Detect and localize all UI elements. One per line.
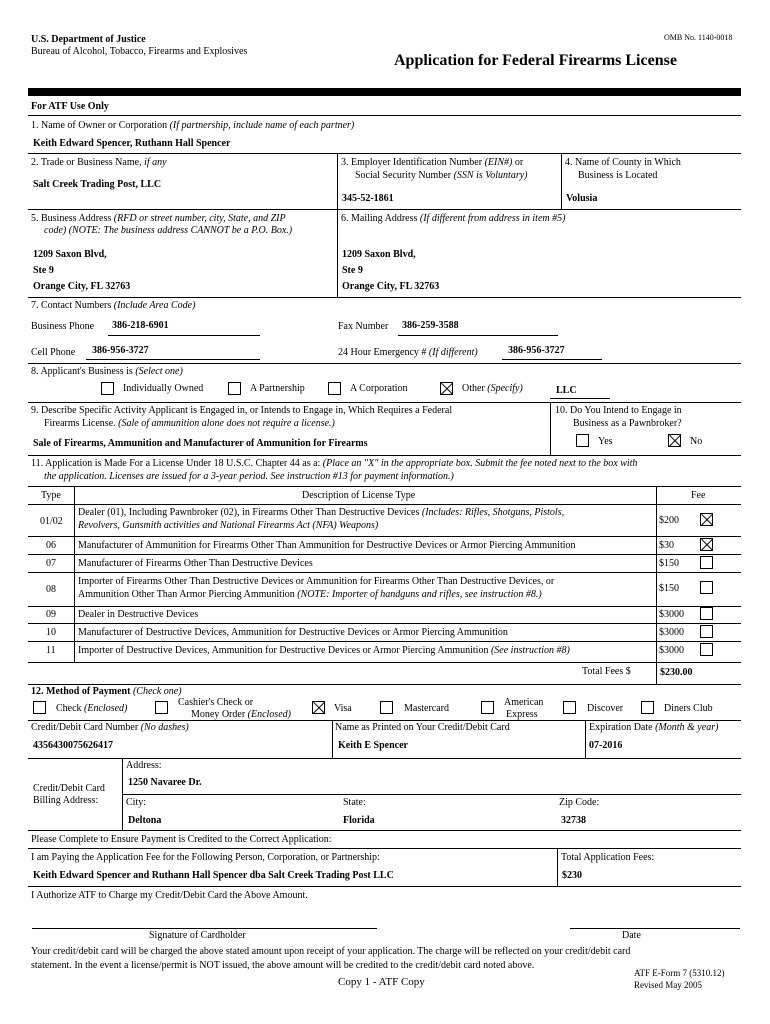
desc-01-02-line1: Dealer (01), Including Pawnbroker (02), in Firearms Other Than Destructive Devices (Includes: Rifles, Shotguns, Pistols,: [78, 507, 565, 518]
pawnbroker-no-label: No: [690, 436, 703, 447]
desc-10: Manufacturer of Destructive Devices, Ammunition for Destructive Devices or Armor Piercing Ammunition: [78, 627, 508, 638]
cell-phone[interactable]: 386-956-3727: [92, 345, 149, 356]
fax-label: Fax Number: [338, 321, 389, 332]
desc-06: Manufacturer of Ammunition for Firearms Other Than Ammunition for Destructive Devices or Armor Piercing Ammunition: [78, 540, 576, 551]
field3-label2: Social Security Number (SSN is Voluntary): [355, 170, 528, 181]
col-description: Description of License Type: [302, 490, 416, 501]
department-name: U.S. Department of Justice: [31, 34, 146, 45]
billing-address[interactable]: 1250 Navaree Dr.: [128, 777, 202, 788]
notice-line1: Your credit/debit card will be charged the above stated amount upon receipt of your application. The charge will be reflected on your credit/debit card: [31, 946, 631, 957]
amex-label1: American: [504, 697, 544, 708]
total-fees-label: Total Fees $: [582, 666, 631, 677]
field9-label2: Firearms License. (Sale of ammunition alone does not require a license.): [44, 418, 335, 429]
check-label: Check (Enclosed): [56, 703, 128, 714]
billing-zip[interactable]: 32738: [561, 815, 586, 826]
corporation-label: A Corporation: [350, 383, 408, 394]
notice-line2: statement. In the event a license/permit is NOT issued, the above amount will be credited to the credit/debit card noted above.: [31, 960, 535, 971]
type-01-02: 01/02: [40, 516, 63, 527]
fee-10: $3000: [659, 627, 684, 638]
desc-08-line2: Ammunition Other Than Armor Piercing Ammunition (NOTE: Importer of handguns and rifles, see instruction #8.): [78, 589, 542, 600]
type-08-checkbox[interactable]: [700, 581, 713, 594]
fee-07: $150: [659, 558, 679, 569]
business-address-2[interactable]: Ste 9: [33, 265, 54, 276]
ein-ssn[interactable]: 345-52-1861: [342, 193, 394, 204]
cashiers-check-checkbox[interactable]: [155, 701, 168, 714]
pawnbroker-yes-checkbox[interactable]: [576, 434, 589, 447]
form-title: Application for Federal Firearms License: [394, 52, 677, 69]
desc-08-line1: Importer of Firearms Other Than Destructive Devices or Ammunition for Firearms Other Than Destructive Devices, or: [78, 576, 555, 587]
field5-hint: code) (NOTE: The business address CANNOT be a P.O. Box.): [44, 225, 293, 236]
card-name-label: Name as Printed on Your Credit/Debit Card: [335, 722, 510, 733]
trade-name[interactable]: Salt Creek Trading Post, LLC: [33, 179, 162, 190]
total-app-fees-label: Total Application Fees:: [561, 852, 655, 863]
omb-number: OMB No. 1140-0018: [664, 33, 733, 42]
mailing-address-2[interactable]: Ste 9: [342, 265, 363, 276]
zip-label: Zip Code:: [559, 797, 600, 808]
card-number-label: Credit/Debit Card Number (No dashes): [31, 722, 189, 733]
copy-label: Copy 1 - ATF Copy: [338, 976, 425, 988]
business-address-1[interactable]: 1209 Saxon Blvd,: [33, 249, 107, 260]
field4-label2: Business is Located: [578, 170, 658, 181]
billing-city[interactable]: Deltona: [128, 815, 162, 826]
field5-label: 5. Business Address (RFD or street number, city, State, and ZIP: [31, 213, 286, 224]
discover-label: Discover: [587, 703, 624, 714]
field6-label: 6. Mailing Address (If different from address in item #5): [341, 213, 566, 224]
expiration-date[interactable]: 07-2016: [589, 740, 623, 751]
atf-use-only: For ATF Use Only: [31, 101, 109, 112]
fee-11: $3000: [659, 645, 684, 656]
pawnbroker-yes-label: Yes: [598, 436, 613, 447]
mailing-address-1[interactable]: 1209 Saxon Blvd,: [342, 249, 416, 260]
expiration-label: Expiration Date (Month & year): [589, 722, 719, 733]
address-label: Address:: [126, 760, 162, 771]
discover-checkbox[interactable]: [563, 701, 576, 714]
desc-11: Importer of Destructive Devices, Ammunition for Destructive Devices or Armor Piercing Ammunition (See instruction #8): [78, 645, 570, 656]
authorize-text: I Authorize ATF to Charge my Credit/Debit Card the Above Amount.: [31, 890, 308, 901]
type-07: 07: [46, 558, 56, 569]
card-name[interactable]: Keith E Spencer: [338, 740, 408, 751]
fee-09: $3000: [659, 609, 684, 620]
fee-06: $30: [659, 540, 674, 551]
field8-label: 8. Applicant's Business is (Select one): [31, 366, 183, 377]
diners-label: Diners Club: [664, 703, 713, 714]
amex-label2: Express: [506, 709, 538, 720]
emergency-label: 24 Hour Emergency # (If different): [338, 347, 478, 358]
fee-01-02: $200: [659, 515, 679, 526]
field9-label: 9. Describe Specific Activity Applicant is Engaged in, or Intends to Engage in, Which Requires a Federal: [31, 405, 453, 416]
total-fees[interactable]: $230.00: [660, 667, 693, 678]
billing-label1: Credit/Debit Card: [33, 783, 105, 794]
county[interactable]: Volusia: [566, 193, 598, 204]
header-bar: [28, 88, 741, 96]
mastercard-label: Mastercard: [404, 703, 449, 714]
diners-checkbox[interactable]: [641, 701, 654, 714]
check-checkbox[interactable]: [33, 701, 46, 714]
revised-date: Revised May 2005: [634, 980, 702, 990]
business-phone-label: Business Phone: [31, 321, 95, 332]
field11-label: 11. Application is Made For a License Under 18 U.S.C. Chapter 44 as a: (Place an "X" in the appropriate box. Submit the fee noted next to the box with: [31, 458, 638, 469]
desc-07: Manufacturer of Firearms Other Than Destructive Devices: [78, 558, 313, 569]
type-01-02-checkbox[interactable]: [700, 513, 713, 526]
field1-label: 1. Name of Owner or Corporation (If partnership, include name of each partner): [31, 120, 355, 131]
billing-label2: Billing Address:: [33, 795, 99, 806]
type-09: 09: [46, 609, 56, 620]
field12-label: 12. Method of Payment (Check one): [31, 686, 182, 697]
cashiers-check-label: Cashier's Check or: [178, 697, 254, 708]
type-06-checkbox[interactable]: [700, 538, 713, 551]
field4-label: 4. Name of County in Which: [565, 157, 681, 168]
type-07-checkbox[interactable]: [700, 556, 713, 569]
payer-name[interactable]: Keith Edward Spencer and Ruthann Hall Spencer dba Salt Creek Trading Post LLC: [33, 870, 394, 881]
mailing-address-3[interactable]: Orange City, FL 32763: [342, 281, 440, 292]
field11-hint: the application. Licenses are issued for a 3-year period. See instruction #13 for payment information.): [44, 471, 454, 482]
col-type: Type: [41, 490, 61, 501]
form-number: ATF E-Form 7 (5310.12): [634, 968, 725, 978]
total-app-fees[interactable]: $230: [562, 870, 582, 881]
field10-label: 10. Do You Intend to Engage in: [555, 405, 682, 416]
individually-owned-label: Individually Owned: [123, 383, 204, 394]
signature-label: Signature of Cardholder: [149, 930, 246, 941]
individually-owned-checkbox[interactable]: [101, 382, 114, 395]
city-label: City:: [126, 797, 147, 808]
activity-description[interactable]: Sale of Firearms, Ammunition and Manufacturer of Ammunition for Firearms: [33, 438, 368, 449]
other-specify[interactable]: LLC: [556, 385, 577, 396]
field7-label: 7. Contact Numbers (Include Area Code): [31, 300, 196, 311]
money-order-label: Money Order (Enclosed): [191, 709, 291, 720]
paying-label: I am Paying the Application Fee for the Following Person, Corporation, or Partnership:: [31, 852, 380, 863]
type-10: 10: [46, 627, 56, 638]
complete-instruction: Please Complete to Ensure Payment is Credited to the Correct Application:: [31, 834, 332, 845]
mastercard-checkbox[interactable]: [380, 701, 393, 714]
pawnbroker-no-checkbox[interactable]: [668, 434, 681, 447]
fee-08: $150: [659, 583, 679, 594]
other-checkbox[interactable]: [440, 382, 453, 395]
visa-label: Visa: [334, 703, 352, 714]
business-phone[interactable]: 386-218-6901: [112, 320, 169, 331]
partnership-label: A Partnership: [250, 383, 305, 394]
partnership-checkbox[interactable]: [228, 382, 241, 395]
desc-09: Dealer in Destructive Devices: [78, 609, 199, 620]
other-label: Other (Specify): [462, 383, 523, 394]
desc-01-02-line2: Revolvers, Gunsmith activities and National Firearms Act (NFA) Weapons): [78, 520, 379, 531]
business-address-3[interactable]: Orange City, FL 32763: [33, 281, 131, 292]
type-10-checkbox[interactable]: [700, 625, 713, 638]
type-09-checkbox[interactable]: [700, 607, 713, 620]
visa-checkbox[interactable]: [312, 701, 325, 714]
field2-label: 2. Trade or Business Name, if any: [31, 157, 167, 168]
cell-phone-label: Cell Phone: [31, 347, 76, 358]
type-11-checkbox[interactable]: [700, 643, 713, 656]
bureau-name: Bureau of Alcohol, Tobacco, Firearms and Explosives: [31, 46, 248, 57]
type-06: 06: [46, 540, 56, 551]
col-fee: Fee: [691, 490, 706, 501]
fax-number[interactable]: 386-259-3588: [402, 320, 459, 331]
type-11: 11: [46, 645, 56, 656]
date-label: Date: [622, 930, 641, 941]
field3-label: 3. Employer Identification Number (EIN#) or: [341, 157, 524, 168]
owner-name[interactable]: Keith Edward Spencer, Ruthann Hall Spencer: [33, 138, 231, 149]
field10-label2: Business as a Pawnbroker?: [573, 418, 682, 429]
corporation-checkbox[interactable]: [328, 382, 341, 395]
emergency-phone[interactable]: 386-956-3727: [508, 345, 565, 356]
state-label: State:: [343, 797, 366, 808]
billing-state[interactable]: Florida: [343, 815, 375, 826]
card-number[interactable]: 4356430075626417: [33, 740, 113, 751]
type-08: 08: [46, 584, 56, 595]
amex-checkbox[interactable]: [481, 701, 494, 714]
